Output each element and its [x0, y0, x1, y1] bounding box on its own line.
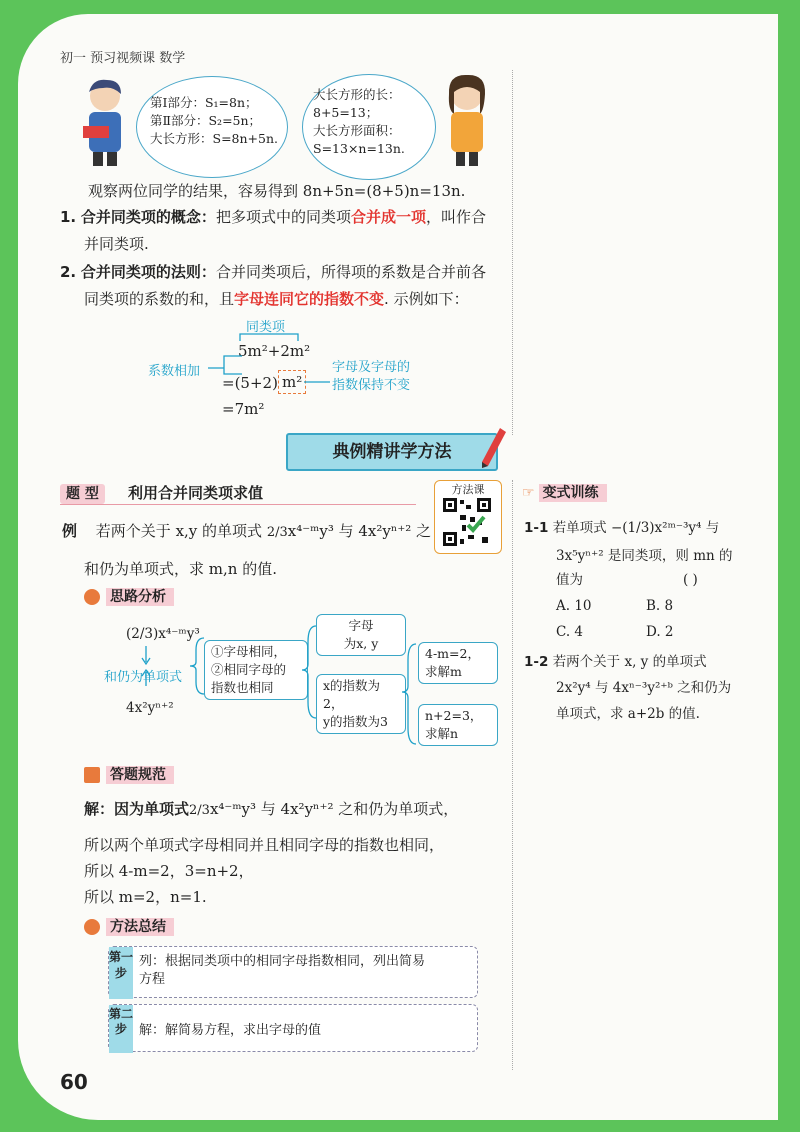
answer-line-4: 所以 m=2，n=1.: [84, 888, 207, 906]
summary-step-2: [108, 1004, 478, 1052]
section-banner: 典例精讲学方法: [286, 433, 498, 471]
practice-heading: ☞ 变式训练: [522, 482, 607, 502]
pencil-icon: [478, 426, 508, 470]
summary-step-1: [108, 946, 478, 998]
observation-text: 观察两位同学的结果，容易得到 8n+5n=(8+5)n=13n.: [88, 182, 466, 200]
practice-question-2: 1-2 若两个关于 x, y 的单项式 2x²y⁴ 与 4xⁿ⁻³y²⁺ᵇ 之和仍为 单项式，求 a+2b 的值.: [524, 654, 732, 722]
girl-bubble-text: 大长方形的长： 8+5=13； 大长方形面积： S=13×n=13n.: [313, 87, 405, 156]
concept-definition: 1. 合并同类项的概念：把多项式中的同类项合并成一项，叫作合: [60, 208, 486, 226]
summary-icon: [84, 919, 100, 935]
example-question: 例 若两个关于 x,y 的单项式 2/3x⁴⁻ᵐy³ 与 4x²yⁿ⁺² 之: [62, 522, 432, 540]
analysis-heading: 思路分析: [84, 586, 174, 606]
rule-definition: 2. 合并同类项的法则：合并同类项后，所得项的系数是合并前各: [60, 263, 486, 281]
column-divider-lower: [512, 480, 513, 1070]
step-2-text: 解：解简易方程，求出字母的值: [139, 1023, 322, 1038]
keep-exponent-label: 字母及字母的 指数保持不变: [332, 360, 411, 393]
analysis-sum-label: 和仍为单项式: [104, 670, 183, 685]
analysis-exponents-box: x的指数为2， y的指数为3: [316, 674, 406, 734]
question-type-title: 利用合并同类项求值: [127, 484, 263, 502]
rule-definition-cont: 同类项的系数的和，且字母连同它的指数不变. 示例如下：: [84, 290, 469, 308]
summary-heading: 方法总结: [84, 916, 174, 936]
add-coefficients-label: 系数相加: [148, 364, 201, 379]
step-2-label: 第二步: [109, 1005, 133, 1053]
example-question-cont: 和仍为单项式，求 m,n 的值.: [84, 560, 277, 578]
analysis-arrows: [140, 642, 152, 702]
boy-bubble-text: 第Ⅰ部分：S₁=8n； 第Ⅱ部分：S₂=5n； 大长方形：S=8n+5n.: [150, 95, 278, 146]
boy-student-illustration: [75, 74, 135, 166]
step-1-text: 列：根据同类项中的相同字母指数相同，列出简易 方程: [139, 954, 426, 987]
practice-question-1: 1-1 若单项式 −(1/3)x²ᵐ⁻³y⁴ 与 3x⁵yⁿ⁺² 是同类项，则 mn 的 值为 ( ) A. 10 B. 8 C. 4 D. 2: [524, 520, 733, 640]
like-terms-label: 同类项: [246, 320, 286, 335]
analysis-condition-box: ①字母相同， ②相同字母的 指数也相同: [204, 640, 308, 700]
analysis-solve-m-box: 4-m=2， 求解m: [418, 642, 498, 684]
column-divider: [512, 70, 513, 435]
analysis-expr-2: 4x²yⁿ⁺²: [126, 700, 174, 716]
analysis-brace-3: [400, 642, 420, 746]
example-line-2: =(5+2): [222, 374, 278, 392]
example-line-3: =7m²: [222, 400, 265, 418]
answer-line-2: 所以两个单项式字母相同并且相同字母的指数也相同，: [84, 836, 445, 854]
question-type-row: [60, 482, 416, 505]
answer-heading: 答题规范: [84, 764, 174, 784]
qr-card[interactable]: 方法课: [434, 480, 502, 554]
letter-connector: [304, 372, 332, 392]
answer-icon: [84, 767, 100, 783]
step-1-label: 第一步: [109, 947, 133, 999]
answer-line-3: 所以 4-m=2，3=n+2，: [84, 862, 254, 880]
concept-definition-cont: 并同类项.: [84, 235, 149, 253]
girl-student-illustration: [436, 70, 498, 168]
answer-line-1: 解：因为单项式2/3x⁴⁻ᵐy³ 与 4x²yⁿ⁺² 之和仍为单项式，: [84, 800, 459, 818]
analysis-icon: [84, 589, 100, 605]
practice-hand-icon: ☞: [522, 485, 535, 501]
page-number: 60: [60, 1070, 88, 1094]
analysis-expr-1: (2/3)x⁴⁻ᵐy³: [126, 626, 200, 642]
analysis-letters-box: 字母 为x, y: [316, 614, 406, 656]
example-line-1: 5m²+2m²: [238, 342, 311, 360]
question-type-tag: 题 型: [60, 484, 105, 504]
running-header: 初一 预习视频课 数学: [60, 51, 186, 66]
qr-code-icon: [442, 497, 492, 547]
unchanged-letter-box: m²: [278, 370, 306, 394]
analysis-solve-n-box: n+2=3， 求解n: [418, 704, 498, 746]
